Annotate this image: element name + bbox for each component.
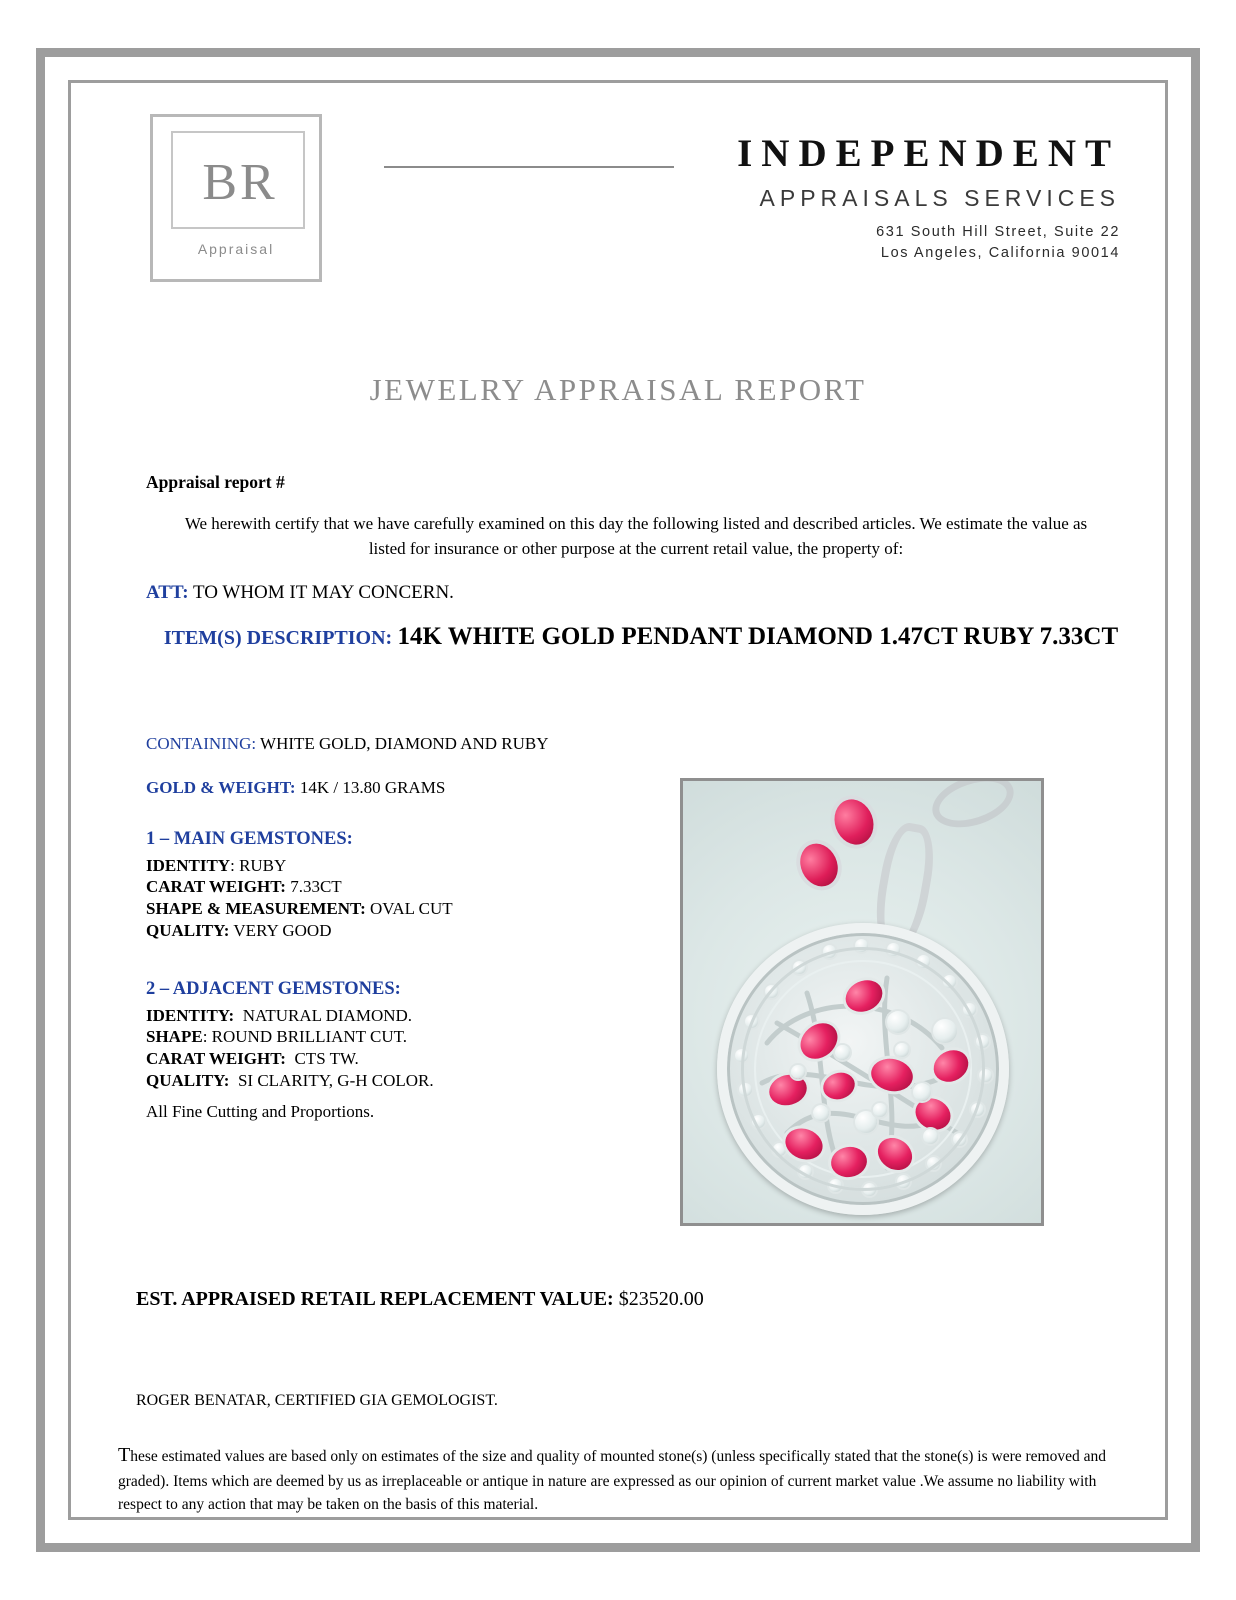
main-gemstones-shape-label: SHAPE & MEASUREMENT: bbox=[146, 899, 366, 919]
ruby-stone bbox=[829, 1144, 870, 1180]
adjacent-gemstones-shape-value: : ROUND BRILLIANT CUT. bbox=[202, 1027, 407, 1047]
main-gemstones-quality-label: QUALITY: bbox=[146, 920, 230, 940]
document-content bbox=[80, 92, 1156, 1514]
adjacent-gemstones-quality-label: QUALITY: bbox=[146, 1070, 230, 1090]
main-gemstones-carat bbox=[146, 876, 706, 898]
attention-label: ATT: bbox=[146, 582, 189, 603]
disclaimer-drop-cap: T bbox=[118, 1444, 131, 1466]
containing-line bbox=[146, 734, 549, 754]
ruby-stone bbox=[820, 1069, 858, 1104]
adjacent-gemstones-shape bbox=[146, 1026, 706, 1048]
report-number-label: Appraisal report # bbox=[146, 472, 285, 492]
main-gemstones-shape-value: OVAL CUT bbox=[370, 899, 453, 919]
certification-line-2: listed for insurance or other purpose at the current retail value, the property of: bbox=[368, 538, 904, 558]
adjacent-gemstones-heading: 2 – ADJACENT GEMSTONES: bbox=[146, 979, 401, 999]
ruby-stone bbox=[928, 1044, 974, 1088]
halo-diamond bbox=[887, 943, 900, 956]
halo-diamond bbox=[735, 1049, 748, 1062]
item-description-value: 14K WHITE GOLD PENDANT DIAMOND 1.47CT RUBY 7.33CT bbox=[397, 623, 1119, 650]
halo-diamond bbox=[752, 1115, 765, 1128]
disclaimer-line-2: were removed and graded). Items which are deemed by us as irreplaceable or antique in nature are expressed as our opinion of current bbox=[118, 1448, 1107, 1490]
top-ruby-1 bbox=[828, 794, 879, 850]
halo-diamond bbox=[773, 1143, 786, 1156]
accent-diamond bbox=[855, 1111, 877, 1133]
appraised-value-line bbox=[136, 1288, 704, 1311]
main-gemstones-quality bbox=[146, 920, 706, 942]
halo-diamond bbox=[765, 985, 778, 998]
main-gemstones-shape bbox=[146, 898, 706, 920]
halo-diamond bbox=[917, 955, 930, 968]
halo-diamond bbox=[897, 1175, 910, 1188]
adjacent-gemstones-carat-value: CTS TW. bbox=[294, 1049, 359, 1069]
gold-weight-label: GOLD & WEIGHT: bbox=[146, 778, 296, 797]
adjacent-gemstones-identity-value: NATURAL DIAMOND. bbox=[242, 1005, 413, 1025]
fine-cutting-note: All Fine Cutting and Proportions. bbox=[146, 1102, 375, 1121]
certification-line-1: We herewith certify that we have carefully examined on this day the following listed and described articles. We estimate the value as bbox=[184, 514, 1088, 533]
logo-caption: Appraisal bbox=[197, 241, 275, 257]
halo-diamond bbox=[963, 1003, 976, 1016]
disclaimer-line-3: market value .We assume no liability with respect to any action that may be taken on the basis of this material. bbox=[118, 1473, 1097, 1514]
attention-line bbox=[146, 582, 454, 604]
accent-diamond bbox=[923, 1129, 938, 1144]
ruby-stone bbox=[840, 974, 887, 1017]
logo-frame-icon bbox=[171, 131, 305, 229]
ruby-stone bbox=[781, 1123, 827, 1164]
halo-diamond bbox=[799, 1165, 812, 1178]
gold-weight-value: 14K / 13.80 GRAMS bbox=[299, 778, 446, 797]
halo-diamond bbox=[863, 1183, 876, 1196]
page-title: JEWELRY APPRAISAL REPORT bbox=[369, 372, 867, 407]
brand-divider-rule bbox=[384, 166, 674, 168]
gold-weight-line bbox=[146, 778, 445, 798]
certification-paragraph bbox=[136, 512, 1136, 561]
halo-diamond bbox=[739, 1083, 752, 1096]
accent-diamond bbox=[791, 1065, 805, 1079]
adjacent-gemstones-identity-label: IDENTITY: bbox=[146, 1005, 235, 1025]
main-gemstones-carat-label: CARAT WEIGHT: bbox=[146, 877, 286, 897]
halo-diamond bbox=[976, 1035, 989, 1048]
appraised-value-amount: $23520.00 bbox=[618, 1288, 704, 1310]
top-ruby-2 bbox=[793, 837, 844, 892]
main-gemstones-identity-label: IDENTITY bbox=[146, 855, 231, 875]
main-gemstones-carat-value: 7.33CT bbox=[290, 877, 342, 897]
jewelry-photo bbox=[680, 778, 1044, 1226]
brand-name: INDEPENDENT bbox=[737, 132, 1120, 175]
accent-diamond bbox=[813, 1105, 829, 1121]
accent-diamond bbox=[887, 1011, 909, 1033]
ruby-stone bbox=[793, 1016, 844, 1066]
appraised-value-label: EST. APPRAISED RETAIL REPLACEMENT VALUE: bbox=[136, 1288, 614, 1310]
disclaimer-line-1: hese estimated values are based only on estimates of the size and quality of mounted stone(s) (unless specifically stated that the stone(s) is bbox=[130, 1448, 988, 1465]
logo-monogram: BR bbox=[202, 153, 278, 211]
containing-value: WHITE GOLD, DIAMOND AND RUBY bbox=[260, 734, 549, 753]
halo-diamond bbox=[823, 945, 836, 958]
adjacent-gemstones-carat-label: CARAT WEIGHT: bbox=[146, 1049, 286, 1069]
item-description-label: ITEM(S) DESCRIPTION: bbox=[163, 627, 393, 649]
accent-diamond bbox=[835, 1045, 850, 1060]
halo-diamond bbox=[971, 1103, 984, 1116]
brand-address-line-2: Los Angeles, California 90014 bbox=[880, 245, 1120, 262]
brand-subtitle: APPRAISALS SERVICES bbox=[759, 185, 1120, 211]
ruby-stone bbox=[872, 1131, 919, 1176]
halo-diamond bbox=[745, 1015, 758, 1028]
adjacent-gemstones-carat bbox=[146, 1048, 706, 1070]
gemologist-signature: ROGER BENATAR, CERTIFIED GIA GEMOLOGIST. bbox=[136, 1392, 498, 1409]
halo-diamond bbox=[943, 975, 956, 988]
disclaimer-text bbox=[118, 1440, 1128, 1517]
main-gemstones-identity bbox=[146, 855, 706, 877]
main-gemstones-quality-value: VERY GOOD bbox=[233, 920, 332, 940]
company-logo bbox=[150, 114, 322, 282]
accent-diamond bbox=[933, 1019, 957, 1043]
adjacent-gemstones-block bbox=[146, 978, 706, 1092]
adjacent-gemstones-quality-value: SI CLARITY, G-H COLOR. bbox=[237, 1070, 434, 1090]
accent-diamond bbox=[873, 1103, 887, 1117]
accent-diamond bbox=[913, 1083, 931, 1101]
halo-diamond bbox=[829, 1179, 842, 1192]
main-gemstones-identity-value: : RUBY bbox=[230, 855, 287, 875]
ruby-stone bbox=[766, 1071, 810, 1110]
halo-diamond bbox=[927, 1157, 940, 1170]
main-gemstones-block bbox=[146, 828, 706, 942]
containing-label: CONTAINING: bbox=[146, 734, 257, 753]
pendant-disc bbox=[717, 923, 1009, 1215]
brand-address-line-1: 631 South Hill Street, Suite 22 bbox=[876, 224, 1120, 240]
document-header bbox=[80, 92, 1156, 312]
adjacent-gemstones-shape-label: SHAPE bbox=[146, 1027, 203, 1047]
attention-value: TO WHOM IT MAY CONCERN. bbox=[193, 582, 454, 603]
ruby-stone bbox=[868, 1055, 916, 1095]
ruby-stone bbox=[910, 1093, 955, 1135]
main-gemstones-heading: 1 – MAIN GEMSTONES: bbox=[146, 829, 353, 849]
halo-diamond bbox=[793, 961, 806, 974]
adjacent-gemstones-quality bbox=[146, 1070, 706, 1092]
brand-block bbox=[380, 134, 1120, 264]
adjacent-gemstones-identity bbox=[146, 1005, 706, 1027]
halo-diamond bbox=[855, 939, 868, 952]
accent-diamond bbox=[895, 1043, 909, 1057]
item-description bbox=[136, 620, 1146, 654]
chain-loop-icon bbox=[926, 778, 1021, 837]
halo-diamond bbox=[979, 1069, 992, 1082]
halo-diamond bbox=[953, 1133, 966, 1146]
pendant-filigree bbox=[727, 933, 999, 1205]
